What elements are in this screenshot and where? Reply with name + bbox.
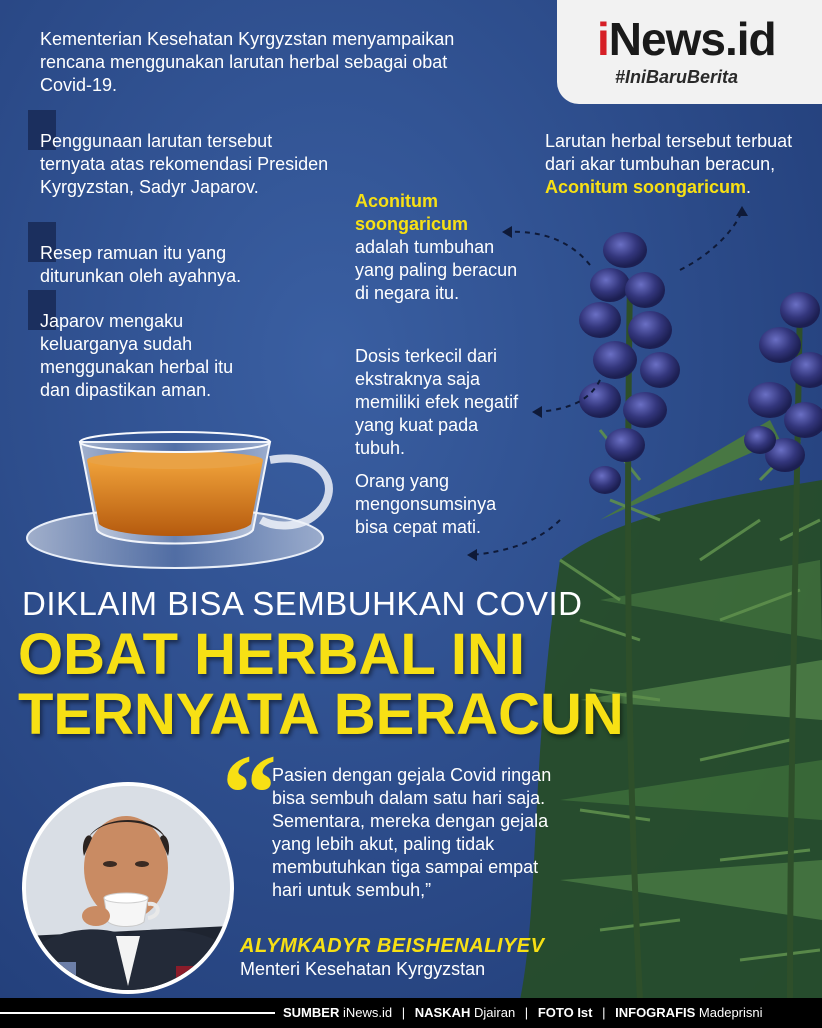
point-2: Resep ramuan itu yang diturunkan oleh ayahnya. — [40, 243, 242, 286]
speaker-role: Menteri Kesehatan Kyrgyzstan — [240, 959, 486, 979]
logo-wordmark — [597, 12, 776, 66]
fact-plant-name: Aconitum soongaricum — [355, 191, 469, 234]
plant-note-end: . — [746, 177, 752, 197]
speaker-name: ALYMKADYR BEISHENALIYEV — [240, 935, 545, 957]
credit-separator: | — [524, 1005, 529, 1020]
speaker-photo — [22, 782, 234, 994]
logo-brand: News.id — [608, 13, 776, 65]
headline-line-1: OBAT HERBAL INI — [18, 622, 525, 687]
credit-graphic: Madeprisni — [698, 1005, 763, 1020]
credit-writer: Djairan — [473, 1005, 516, 1020]
fact-2: Dosis terkecil dari ekstraknya saja memiliki efek negatif yang kuat pada tubuh. — [355, 346, 519, 458]
footer-divider — [0, 1012, 275, 1014]
credit-photo: Ist — [577, 1005, 593, 1020]
quote-mark-icon: “ — [222, 732, 277, 854]
credit-source: iNews.id — [342, 1005, 393, 1020]
speaker-portrait-illustration — [26, 786, 230, 990]
credit-separator: | — [401, 1005, 406, 1020]
fact-1-text: adalah tumbuhan yang paling beracun di negara itu. — [355, 237, 518, 303]
credits-footer — [0, 998, 822, 1028]
credit-separator: | — [602, 1005, 606, 1020]
headline-line-2: TERNYATA BERACUN — [18, 682, 624, 747]
quote-text: Pasien dengan gejala Covid ringan bisa sembuh dalam satu hari saja. Sementara, mereka dengan gejala yang lebih akut, paling tidak membutuhkan tiga sampai empat hari untuk sembuh,” — [272, 765, 552, 900]
kicker: DIKLAIM BISA SEMBUHKAN COVID — [22, 585, 583, 622]
credit-photo-label: FOTO — [537, 1005, 574, 1020]
inews-logo[interactable] — [557, 0, 822, 104]
plant-note — [545, 130, 805, 199]
credit-writer-label: NASKAH — [414, 1005, 471, 1020]
intro-text: Kementerian Kesehatan Kyrgyzstan menyampaikan rencana menggunakan larutan herbal sebagai obat Covid-19. — [40, 29, 455, 95]
fact-3: Orang yang mengonsumsinya bisa cepat mati. — [355, 471, 497, 537]
point-3: Japarov mengaku keluarganya sudah menggunakan herbal itu dan dipastikan aman. — [40, 311, 234, 400]
footer-credits — [283, 1005, 763, 1020]
point-1: Penggunaan larutan tersebut ternyata atas rekomendasi Presiden Kyrgyzstan, Sadyr Japarov. — [40, 131, 329, 197]
teacup-illustration — [25, 420, 345, 580]
logo-prefix: i — [597, 13, 609, 65]
headline — [18, 622, 758, 747]
fact-1 — [355, 190, 525, 305]
plant-name-highlight: Aconitum soongaricum — [545, 177, 747, 197]
credit-source-label: SUMBER — [283, 1005, 340, 1020]
credit-graphic-label: INFOGRAFIS — [615, 1005, 696, 1020]
logo-hashtag: #IniBaruBerita — [615, 67, 739, 87]
plant-note-text: Larutan herbal tersebut terbuat dari akar tumbuhan beracun, — [545, 131, 793, 174]
